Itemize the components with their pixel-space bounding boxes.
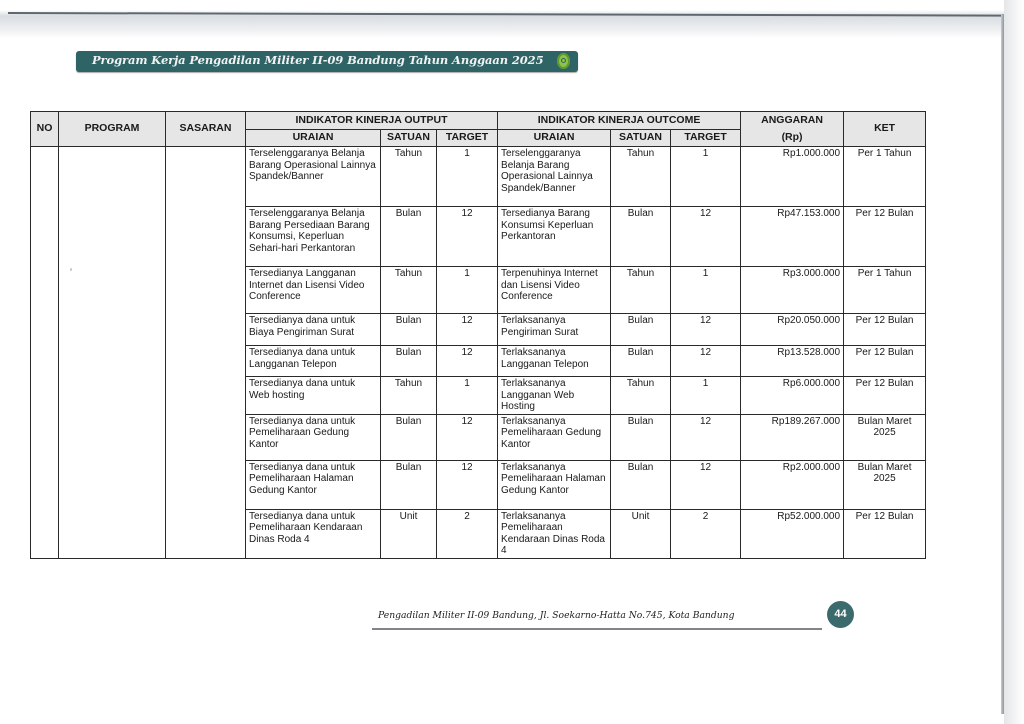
scan-top-shadow (0, 0, 1024, 38)
header-ket: KET (844, 112, 926, 147)
cell-outcome-target: 12 (671, 314, 741, 346)
table-row (31, 147, 926, 207)
header-outcome-target: TARGET (671, 130, 741, 147)
cell-anggaran: Rp47.153.000 (741, 207, 844, 267)
cell-output-target: 12 (437, 414, 498, 460)
header-anggaran-unit: (Rp) (741, 130, 844, 147)
cell-output-target: 2 (437, 509, 498, 558)
header-sasaran: SASARAN (166, 112, 246, 147)
cell-output-target: 12 (437, 460, 498, 509)
cell-outcome-satuan: Unit (611, 509, 671, 558)
cell-output-target: 12 (437, 314, 498, 346)
cell-ket: Bulan Maret 2025 (844, 460, 926, 509)
cell-output-uraian: Tersedianya Langganan Internet dan Lisensi Video Conference (246, 267, 381, 314)
cell-outcome-uraian: Terlaksananya Pengiriman Surat (498, 314, 611, 346)
cell-outcome-satuan: Tahun (611, 377, 671, 415)
section-banner (76, 51, 578, 72)
scan-page-right-edge (1001, 14, 1004, 714)
cell-ket: Per 12 Bulan (844, 509, 926, 558)
header-outcome-uraian: URAIAN (498, 130, 611, 147)
cell-anggaran: Rp6.000.000 (741, 377, 844, 415)
cell-outcome-target: 2 (671, 509, 741, 558)
cell-output-target: 1 (437, 377, 498, 415)
cell-anggaran: Rp2.000.000 (741, 460, 844, 509)
scan-right-shadow (1004, 0, 1024, 724)
cell-output-satuan: Bulan (381, 414, 437, 460)
cell-outcome-target: 1 (671, 267, 741, 314)
cell-outcome-satuan: Bulan (611, 207, 671, 267)
cell-output-satuan: Bulan (381, 460, 437, 509)
footer-rule (372, 628, 822, 630)
cell-anggaran: Rp189.267.000 (741, 414, 844, 460)
cell-outcome-target: 12 (671, 460, 741, 509)
cell-outcome-satuan: Bulan (611, 346, 671, 377)
cell-outcome-satuan: Bulan (611, 314, 671, 346)
header-no: NO (31, 112, 59, 147)
cell-outcome-target: 1 (671, 147, 741, 207)
cell-outcome-uraian: Terselenggaranya Belanja Barang Operasional Lainnya Spandek/Banner (498, 147, 611, 207)
page-number-badge: 44 (827, 601, 854, 628)
cell-outcome-uraian: Terlaksananya Pemeliharaan Halaman Gedung Kantor (498, 460, 611, 509)
cell-output-satuan: Unit (381, 509, 437, 558)
cell-anggaran: Rp1.000.000 (741, 147, 844, 207)
cell-output-satuan: Tahun (381, 267, 437, 314)
cell-outcome-satuan: Tahun (611, 147, 671, 207)
cell-outcome-target: 12 (671, 346, 741, 377)
cell-outcome-uraian: Terlaksananya Langganan Telepon (498, 346, 611, 377)
cell-output-target: 1 (437, 147, 498, 207)
header-outcome-group: INDIKATOR KINERJA OUTCOME (498, 112, 741, 130)
cell-ket: Per 12 Bulan (844, 377, 926, 415)
header-anggaran: ANGGARAN (741, 112, 844, 130)
cell-program (59, 147, 166, 559)
cell-ket: Bulan Maret 2025 (844, 414, 926, 460)
footer-address: Pengadilan Militer II-09 Bandung, Jl. Soekarno-Hatta No.745, Kota Bandung (378, 610, 735, 621)
header-output-uraian: URAIAN (246, 130, 381, 147)
cell-outcome-uraian: Terpenuhinya Internet dan Lisensi Video Conference (498, 267, 611, 314)
header-output-group: INDIKATOR KINERJA OUTPUT (246, 112, 498, 130)
header-outcome-satuan: SATUAN (611, 130, 671, 147)
cell-outcome-satuan: Bulan (611, 414, 671, 460)
cell-output-uraian: Tersedianya dana untuk Biaya Pengiriman Surat (246, 314, 381, 346)
cell-outcome-uraian: Terlaksananya Pemeliharaan Gedung Kantor (498, 414, 611, 460)
header-program: PROGRAM (59, 112, 166, 147)
scan-speck (70, 268, 72, 271)
court-emblem-icon (557, 53, 570, 69)
header-output-target: TARGET (437, 130, 498, 147)
cell-ket: Per 1 Tahun (844, 147, 926, 207)
cell-output-target: 1 (437, 267, 498, 314)
cell-outcome-target: 1 (671, 377, 741, 415)
cell-outcome-satuan: Tahun (611, 267, 671, 314)
cell-output-target: 12 (437, 346, 498, 377)
header-output-satuan: SATUAN (381, 130, 437, 147)
cell-output-uraian: Terselenggaranya Belanja Barang Operasional Lainnya Spandek/Banner (246, 147, 381, 207)
banner-title: Program Kerja Pengadilan Militer II-09 Bandung Tahun Anggaan 2025 (92, 53, 544, 67)
cell-ket: Per 12 Bulan (844, 314, 926, 346)
cell-anggaran: Rp13.528.000 (741, 346, 844, 377)
cell-outcome-uraian: Tersedianya Barang Konsumsi Keperluan Perkantoran (498, 207, 611, 267)
cell-anggaran: Rp3.000.000 (741, 267, 844, 314)
cell-output-uraian: Tersedianya dana untuk Web hosting (246, 377, 381, 415)
cell-output-satuan: Bulan (381, 346, 437, 377)
cell-output-satuan: Bulan (381, 207, 437, 267)
cell-output-uraian: Tersedianya dana untuk Pemeliharaan Halaman Gedung Kantor (246, 460, 381, 509)
cell-sasaran (166, 147, 246, 559)
program-table (30, 111, 926, 559)
cell-output-uraian: Tersedianya dana untuk Pemeliharaan Kendaraan Dinas Roda 4 (246, 509, 381, 558)
cell-no (31, 147, 59, 559)
cell-outcome-uraian: Terlaksananya Pemeliharaan Kendaraan Dinas Roda 4 (498, 509, 611, 558)
cell-anggaran: Rp52.000.000 (741, 509, 844, 558)
cell-output-satuan: Tahun (381, 147, 437, 207)
cell-outcome-target: 12 (671, 207, 741, 267)
cell-output-target: 12 (437, 207, 498, 267)
cell-anggaran: Rp20.050.000 (741, 314, 844, 346)
cell-output-satuan: Bulan (381, 314, 437, 346)
cell-output-uraian: Terselenggaranya Belanja Barang Persediaan Barang Konsumsi, Keperluan Sehari-hari Perkantoran (246, 207, 381, 267)
cell-outcome-target: 12 (671, 414, 741, 460)
cell-ket: Per 12 Bulan (844, 346, 926, 377)
cell-output-uraian: Tersedianya dana untuk Langganan Telepon (246, 346, 381, 377)
cell-ket: Per 12 Bulan (844, 207, 926, 267)
cell-ket: Per 1 Tahun (844, 267, 926, 314)
cell-outcome-satuan: Bulan (611, 460, 671, 509)
cell-outcome-uraian: Terlaksananya Langganan Web Hosting (498, 377, 611, 415)
cell-output-uraian: Tersedianya dana untuk Pemeliharaan Gedung Kantor (246, 414, 381, 460)
cell-output-satuan: Tahun (381, 377, 437, 415)
